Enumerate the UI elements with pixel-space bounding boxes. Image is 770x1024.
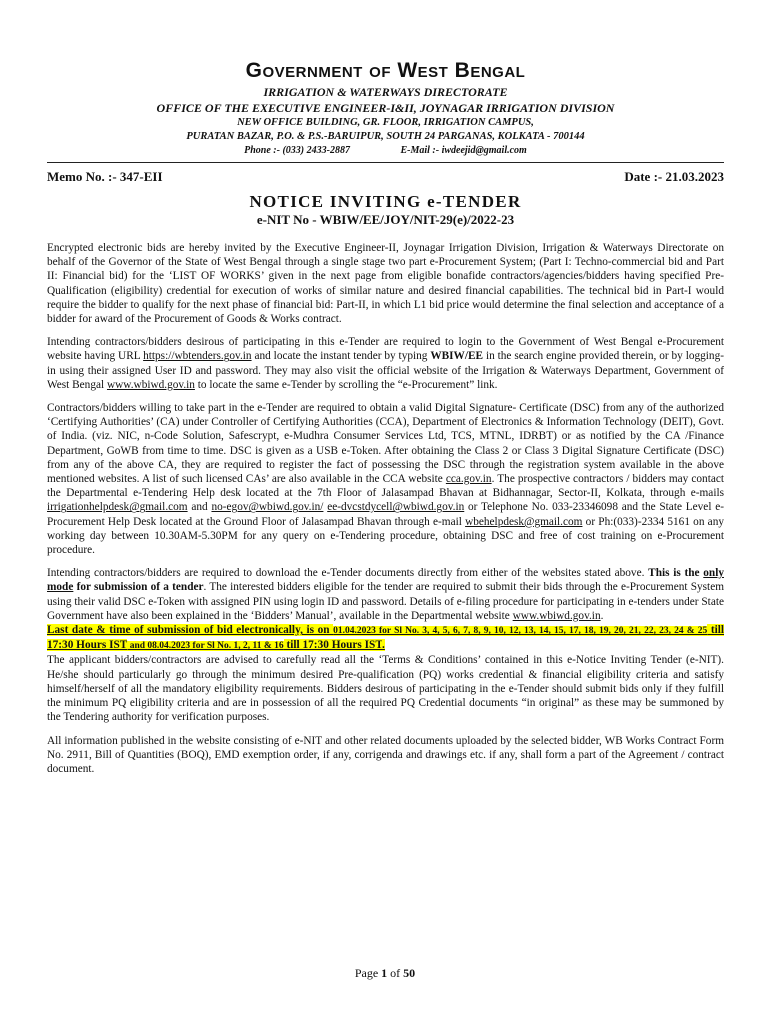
wbtenders-link[interactable]: https://wbtenders.gov.in bbox=[143, 350, 252, 363]
wbiwd-link[interactable]: www.wbiwd.gov.in bbox=[106, 378, 195, 391]
enit-number: e-NIT No - WBIW/EE/JOY/NIT-29(e)/2022-23 bbox=[256, 212, 515, 227]
wbiwd-link-2[interactable]: www.wbiwd.gov.in bbox=[512, 609, 601, 622]
dvc-email-link[interactable]: ee-dvcstdycell@wbiwd.gov.in bbox=[327, 501, 465, 514]
helpdesk-email-link[interactable]: irrigationhelpdesk@gmail.com bbox=[47, 501, 188, 514]
directorate-name: IRRIGATION & WATERWAYS DIRECTORATE bbox=[263, 85, 508, 99]
notice-title: NOTICE INVITING e-TENDER bbox=[249, 192, 522, 211]
office-name: OFFICE OF THE EXECUTIVE ENGINEER-I&II, JOYNAGAR IRRIGATION DIVISION bbox=[156, 101, 615, 115]
page-number: Page 1 of 50 bbox=[354, 966, 416, 980]
memo-number: Memo No. :- 347-EII bbox=[47, 169, 163, 184]
cca-link[interactable]: cca.gov.in bbox=[445, 473, 492, 486]
header-divider bbox=[47, 162, 724, 163]
wbehelpdesk-email-link[interactable]: wbehelpdesk@gmail.com bbox=[465, 515, 583, 528]
paragraph-download: Intending contractors/bidders are required to download the e-Tender documents directly from either of the websites stated above. This is the only mode for submission of a tender. The interested bidders eligible for the tender are required to submit their bids through the e-Procurement System using their valid DSC e-Token with assigned PIN using login ID and password. Details of e-filing procedure for participating in e-tenders under State Government have also been explained in the ‘Bidders’ Manual’, available in the Departmental website www.wbiwd.gov.in. bbox=[47, 567, 724, 622]
government-title: Government of West Bengal bbox=[245, 59, 526, 82]
contact-line bbox=[47, 144, 724, 158]
address-line-1: NEW OFFICE BUILDING, GR. FLOOR, IRRIGATION CAMPUS, bbox=[237, 117, 534, 128]
paragraph-invitation: Encrypted electronic bids are hereby invited by the Executive Engineer-II, Joynagar Irrigation Division, Irrigation & Waterways Directorate on behalf of the Governor of the State of West Bengal through a single stage two part e-Procurement System; (Part I: Techno-commercial bid and Part II: Financial bid) for the ‘LIST OF WORKS’ given in the next page from eligible bonafide contractors/agencies/bidders having specified Pre-Qualification (eligibility) credential for execution of works of similar nature and desired financial capabilities. The technical bid in Part-I would require the bidder to qualify for the next phase of financial bid: Part-II, in which L1 bid price would determine the final selection and acceptance of a bidder for award of the Procurement of Goods & Works contract. bbox=[47, 242, 724, 326]
egov-email-link[interactable]: no-egov@wbiwd.gov.in/ bbox=[211, 501, 324, 514]
paragraph-agreement: All information published in the website consisting of e-NIT and other related documents uploaded by the selected bidder, WB Works Contract Form No. 2911, Bill of Quantities (BOQ), EMD exemption order, if any, corrigenda and drawings etc. if any, shall form a part of the Agreement / contract document. bbox=[47, 734, 724, 775]
email-address: E-Mail :- iwdeejid@gmail.com bbox=[400, 145, 527, 156]
paragraph-dsc: Contractors/bidders willing to take part in the e-Tender are required to obtain a valid Digital Signature- Certificate (DSC) from any of the authorized ‘Certifying Authorities’ (CA) under Controller of Certifying Authorities (CCA), Department of Electronics & Information Technology (DEIT), Govt. of India. (viz. NIC, n-Code Solution, Safescrypt, e-Mudhra Consumer Services Ltd, TCS, MTNL, IDRBT) or as notified by the CA /Finance Department, GoWB from time to time. DSC is given as a USB e-Token. After obtaining the Class 2 or Class 3 Digital Signature Certificate (DSC) from any of the above CA, they are required to register the fact of possessing the DSC through the registration system available in the above mentioned websites. A list of such licensed CAs’ are also available in the CCA website cca.gov.in. The prospective contractors / bidders may contact the Departmental e-Tendering Help desk located at the 7th Floor of Jalasampad Bhavan at Bidhannagar, Sector-II, Kolkata, through e-mails irrigationhelpdesk@gmail.com and no-egov@wbiwd.gov.in/ ee-dvcstdycell@wbiwd.gov.in or Telephone No. 033-23346098 and the State Level e-Procurement Help Desk located at the Ground Floor of Jalasampad Bhavan through e-mail wbehelpdesk@gmail.com or Ph:(033)-2334 5161 on any working day between 10.30AM-5.30PM for any query on e-Tendering procedure, obtaining DSC and free of cost training on e-Procurement procedure. bbox=[47, 402, 725, 557]
memo-date: Date :- 21.03.2023 bbox=[624, 169, 724, 184]
document-page bbox=[47, 58, 724, 776]
memo-row bbox=[47, 169, 724, 185]
phone-number: Phone :- (033) 2433-2887 bbox=[244, 145, 350, 156]
paragraph-login: Intending contractors/bidders desirous of participating in this e-Tender are required to login to the Government of West Bengal e-Procurement website having URL https://wbtenders.gov.in and locate the instant tender by typing WBIW/EE in the search engine provided therein, or by logging-in using their assigned User ID and password. They may also visit the official website of the Irrigation & Waterways Department, Government of West Bengal www.wbiwd.gov.in to locate the same e-Tender by scrolling the “e-Procurement” link. bbox=[47, 336, 724, 391]
only-mode-emphasis: only mode bbox=[47, 567, 724, 594]
paragraph-terms: The applicant bidders/contractors are advised to carefully read all the ‘Terms & Conditions’ contained in this e-Notice Inviting Tender (e-NIT). He/she should particularly go through the minimum desired Pre-qualification (PQ) works credential & financial eligibility criteria and satisfy himself/herself of all the mandatory eligibility requirements. Bidders desirous of participating in the e-Tender should submit bids only if they fulfill the minimum PQ eligibility criteria and are in possession of all the required PQ Credential documents “in original” as these may be summoned by the Tendering authority for verification purposes. bbox=[47, 654, 724, 724]
address-line-2: PURATAN BAZAR, P.O. & P.S.-BARUIPUR, SOUTH 24 PARGANAS, KOLKATA - 700144 bbox=[186, 131, 585, 142]
search-code: WBIW/EE bbox=[430, 350, 484, 363]
submission-deadline: Last date & time of submission of bid electronically, is on 01.04.2023 for Sl No. 3, 4, 5, 6, 7, 8, 9, 10, 12, 13, 14, 15, 17, 18, 19, 20, 21, 22, 23, 24 & 25 till 17:30 Hours IST and 08.04.2023 for Sl No. 1, 2, 11 & 16 till 17:30 Hours IST. bbox=[47, 624, 725, 652]
